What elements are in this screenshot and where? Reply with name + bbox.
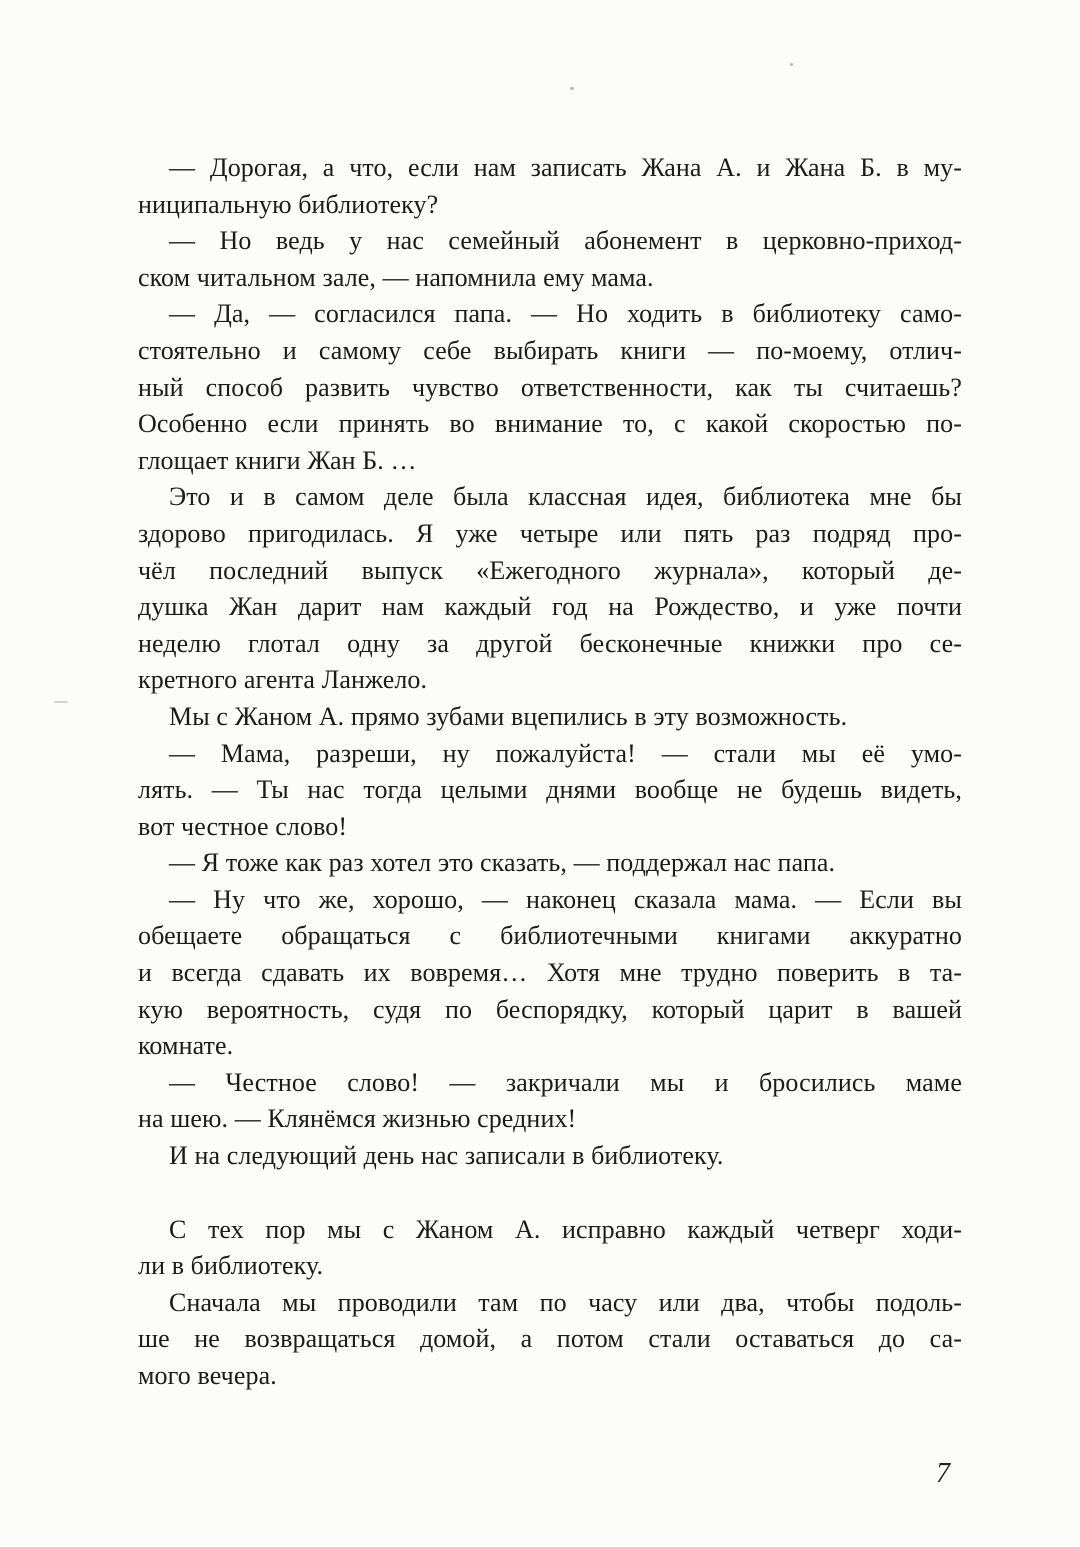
paragraph — [138, 1138, 962, 1175]
text-line: обещаете обращаться с библиотечными книгами аккуратно — [138, 921, 962, 951]
paragraph — [138, 479, 962, 699]
text-line: глощает книги Жан Б. … — [138, 445, 417, 475]
text-line: ше не возвращаться домой, а потом стали оставаться до са- — [138, 1324, 962, 1354]
text-line: И на следующий день нас записали в библиотеку. — [169, 1141, 724, 1171]
paragraph — [138, 699, 962, 736]
text-line: ли в библиотеку. — [138, 1251, 324, 1281]
paragraph — [138, 1065, 962, 1138]
paragraph — [138, 1212, 962, 1285]
text-line: — Да, — согласился папа. — Но ходить в библиотеку само- — [169, 299, 962, 329]
paragraph — [138, 845, 962, 882]
paragraph — [138, 736, 962, 846]
text-line: вот честное слово! — [138, 811, 348, 841]
text-line: кретного агента Ланжело. — [138, 665, 428, 695]
text-line: — Я тоже как раз хотел это сказать, — поддержал нас папа. — [169, 848, 836, 878]
text-line: комнате. — [138, 1031, 234, 1061]
text-line: — Но ведь у нас семейный абонемент в церковно-приход- — [169, 226, 962, 256]
text-line: ском читальном зале, — напомнила ему мама. — [138, 262, 654, 292]
text-line: Сначала мы проводили там по часу или два, чтобы подоль- — [169, 1287, 962, 1317]
text-line: чёл последний выпуск «Ежегодного журнала», который де- — [138, 555, 962, 585]
scan-speck — [790, 63, 793, 66]
scan-speck — [570, 87, 574, 90]
text-line: С тех пор мы с Жаном А. исправно каждый четверг ходи- — [169, 1214, 962, 1244]
text-line: кую вероятность, судя по беспорядку, который царит в вашей — [138, 994, 962, 1024]
text-line: — Мама, разреши, ну пожалуйста! — стали мы её умо- — [169, 738, 962, 768]
text-line: — Ну что же, хорошо, — наконец сказала мама. — Если вы — [169, 884, 962, 914]
paragraph — [138, 223, 962, 296]
text-line: ный способ развить чувство ответственности, как ты считаешь? — [138, 372, 962, 402]
text-line: мого вечера. — [138, 1361, 277, 1390]
text-line: Мы с Жаном А. прямо зубами вцепились в эту возможность. — [169, 701, 848, 731]
paragraph — [138, 1285, 962, 1395]
text-line: — Честное слово! — закричали мы и бросились маме — [169, 1067, 962, 1097]
paragraph — [138, 150, 962, 223]
text-block — [138, 150, 962, 1395]
text-line: стоятельно и самому себе выбирать книги — по-моему, отлич- — [138, 335, 962, 365]
page-number: 7 — [936, 1458, 950, 1489]
text-line: неделю глотал одну за другой бесконечные книжки про се- — [138, 628, 962, 658]
text-line: на шею. — Клянёмся жизнью средних! — [138, 1104, 577, 1134]
text-line: и всегда сдавать их вовремя… Хотя мне трудно поверить в та- — [138, 958, 962, 988]
text-line: Это и в самом деле была классная идея, библиотека мне бы — [169, 482, 962, 512]
text-line: здорово пригодилась. Я уже четыре или пять раз подряд про- — [138, 518, 962, 548]
text-line: ниципальную библиотеку? — [138, 189, 439, 219]
paragraph — [138, 296, 962, 479]
scan-speck — [54, 701, 68, 703]
text-line: — Дорогая, а что, если нам записать Жана А. и Жана Б. в му- — [169, 153, 962, 182]
text-line: душка Жан дарит нам каждый год на Рождество, и уже почти — [138, 592, 962, 622]
text-line: Особенно если принять во внимание то, с какой скоростью по- — [138, 409, 962, 439]
paragraph — [138, 882, 962, 1065]
text-line: лять. — Ты нас тогда целыми днями вообще не будешь видеть, — [138, 775, 962, 805]
